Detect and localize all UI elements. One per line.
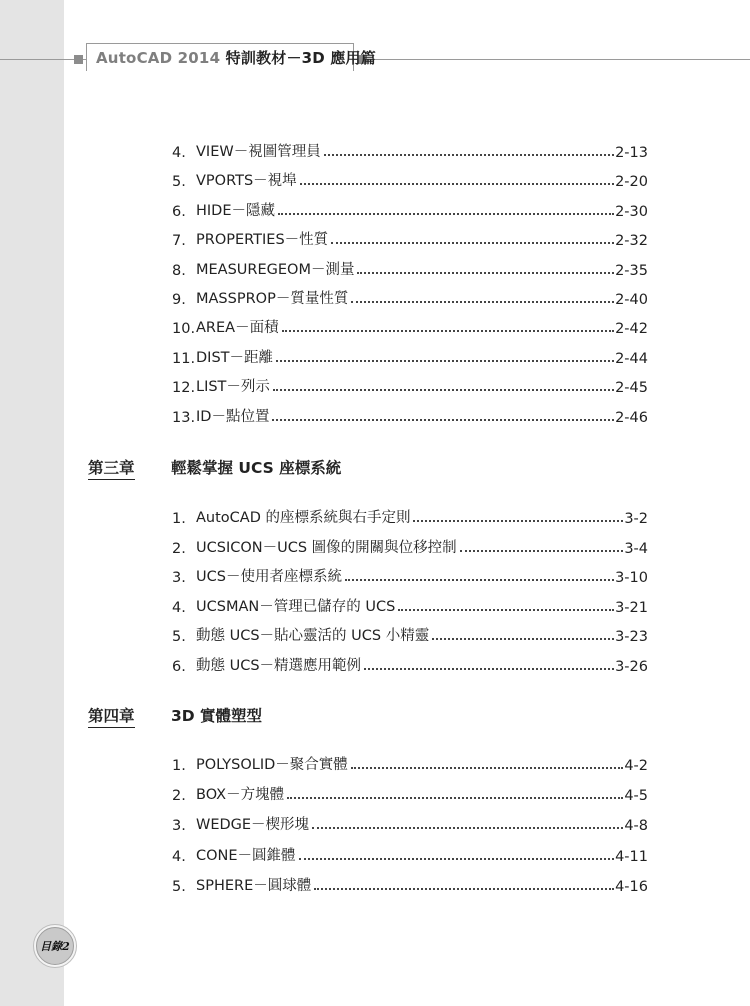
toc-entry (172, 227, 648, 249)
toc-entry (172, 653, 648, 675)
chapter-3-title: 輕鬆掌握 UCS 座標系統 (171, 459, 342, 477)
toc-entry (172, 315, 648, 337)
toc-entry (172, 843, 648, 865)
toc-entry-title: WEDGE－楔形塊 (196, 817, 310, 834)
toc-entry-page: 3-2 (624, 511, 648, 527)
toc-entry-number: 11. (172, 350, 196, 367)
dot-leader (276, 359, 614, 362)
toc-entry-title: DIST－距離 (196, 349, 274, 366)
dot-leader (314, 887, 614, 890)
toc-entry (172, 782, 648, 804)
dot-leader (312, 826, 623, 829)
toc-entry-page: 2-46 (615, 409, 648, 426)
dot-leader (278, 212, 614, 215)
toc-entry-number: 6. (172, 659, 186, 675)
toc-entry (172, 168, 648, 190)
toc-entry-page: 2-20 (615, 174, 648, 191)
toc-entry-title: LIST－列示 (196, 379, 270, 396)
dot-leader (351, 766, 624, 769)
toc-entry-title: MASSPROP－質量性質 (196, 291, 349, 307)
toc-entry (172, 257, 648, 279)
toc-entry-title: AutoCAD 的座標系統與右手定則 (196, 510, 411, 526)
toc-entry (172, 505, 648, 527)
header-left-square (74, 55, 83, 64)
toc-entry-number: 12. (172, 380, 196, 397)
toc-entry-page: 3-4 (624, 540, 648, 557)
chapter-4-label: 第四章 (88, 704, 135, 728)
toc-entry-title: POLYSOLID－聚合實體 (196, 757, 348, 773)
toc-entry-number: 2. (172, 788, 186, 805)
toc-entry-number: 10. (172, 321, 196, 338)
dot-leader (324, 153, 614, 156)
toc-entry-page: 3-21 (615, 599, 648, 616)
dot-leader (300, 182, 614, 185)
toc-entry-page: 2-45 (615, 380, 648, 397)
toc-entry-page: 2-44 (615, 350, 648, 367)
toc-entry (172, 535, 648, 557)
toc-entry-page: 4-5 (624, 788, 648, 805)
toc-entry-title: 動態 UCS－貼心靈活的 UCS 小精靈 (196, 628, 430, 645)
toc-entry (172, 812, 648, 834)
toc-entry (172, 873, 648, 895)
toc-entry-title: CONE－圓錐體 (196, 847, 296, 864)
left-margin-band (0, 0, 64, 1006)
toc-entry-number: 9. (172, 292, 186, 308)
dot-leader (357, 271, 614, 274)
dot-leader (351, 300, 614, 303)
toc-entry (172, 345, 648, 367)
dot-leader (364, 667, 614, 670)
toc-entry (172, 198, 648, 220)
toc-entry-title: SPHERE－圓球體 (196, 877, 312, 894)
dot-leader (282, 329, 615, 332)
toc-entry-number: 13. (172, 409, 196, 426)
dot-leader (287, 796, 623, 799)
toc-entry-number: 1. (172, 758, 186, 774)
toc-entry-number: 5. (172, 878, 186, 895)
toc-entry (172, 623, 648, 645)
toc-entry-number: 3. (172, 570, 186, 587)
toc-entry-page: 2-32 (615, 233, 648, 250)
dot-leader (299, 857, 615, 860)
toc-entry-title: 動態 UCS－精選應用範例 (196, 658, 362, 674)
toc-entry (172, 286, 648, 308)
toc-entry-title: AREA－面積 (196, 320, 279, 337)
toc-entry-page: 2-30 (615, 203, 648, 220)
toc-entry-page: 3-10 (615, 570, 648, 587)
header-brand: AutoCAD 2014 (96, 49, 221, 67)
toc-entry-page: 4-8 (624, 818, 648, 835)
toc-entry (172, 374, 648, 396)
toc-entry-number: 6. (172, 203, 186, 220)
chapter-3-label: 第三章 (88, 456, 135, 480)
toc-entry-title: MEASUREGEOM－測量 (196, 261, 355, 278)
toc-entry-number: 1. (172, 511, 186, 527)
dot-leader (432, 637, 614, 640)
toc-entry-title: UCSMAN－管理已儲存的 UCS (196, 598, 396, 615)
toc-entry-number: 5. (172, 629, 186, 646)
dot-leader (413, 519, 623, 522)
header-title: 特訓教材－3D 應用篇 (225, 49, 376, 67)
toc-entry-number: 4. (172, 599, 186, 616)
running-header (96, 47, 376, 68)
toc-entry-page: 2-42 (615, 321, 648, 338)
dot-leader (331, 241, 614, 244)
toc-entry-number: 4. (172, 848, 186, 865)
toc-entry-title: UCS－使用者座標系統 (196, 569, 342, 586)
toc-entry-page: 2-35 (615, 262, 648, 279)
toc-entry (172, 752, 648, 774)
toc-entry-number: 4. (172, 145, 186, 161)
page-number-badge: 目錄2 (36, 927, 74, 965)
dot-leader (345, 578, 614, 581)
toc-entry (172, 404, 648, 426)
toc-entry-page: 4-2 (624, 758, 648, 774)
toc-entry-title: VIEW－視圖管理員 (196, 144, 321, 160)
toc-entry-number: 2. (172, 540, 186, 557)
toc-entry-page: 3-26 (615, 659, 648, 675)
toc-entry (172, 139, 648, 161)
toc-entry-number: 5. (172, 174, 186, 191)
toc-entry-page: 4-11 (615, 848, 648, 865)
toc-entry-number: 7. (172, 233, 186, 250)
toc-entry-title: UCSICON－UCS 圖像的開關與位移控制 (196, 539, 457, 556)
chapter-4-title: 3D 實體塑型 (171, 707, 263, 725)
toc-entry-title: BOX－方塊體 (196, 787, 285, 804)
toc-entry-title: ID－點位置 (196, 408, 270, 425)
toc-entry-number: 8. (172, 262, 186, 279)
dot-leader (273, 388, 614, 391)
toc-entry (172, 594, 648, 616)
toc-entry-page: 4-16 (615, 878, 648, 895)
toc-entry-title: PROPERTIES－性質 (196, 232, 329, 249)
dot-leader (272, 418, 614, 421)
toc-entry-page: 3-23 (615, 629, 648, 646)
toc-entry (172, 564, 648, 586)
dot-leader (398, 608, 614, 611)
toc-entry-page: 2-40 (615, 292, 648, 308)
toc-entry-title: VPORTS－視埠 (196, 173, 297, 190)
toc-entry-title: HIDE－隱藏 (196, 202, 276, 219)
toc-entry-page: 2-13 (615, 145, 648, 161)
dot-leader (460, 549, 624, 552)
toc-entry-number: 3. (172, 818, 186, 835)
